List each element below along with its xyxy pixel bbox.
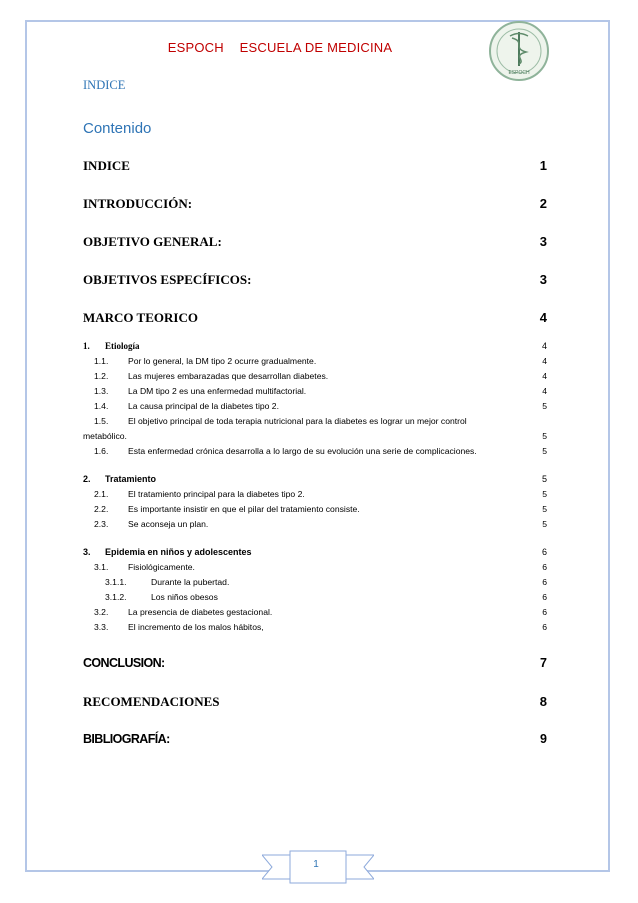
- toc-entry-page: 6: [542, 577, 547, 587]
- toc-subentry-number: 3.1.2.: [105, 592, 127, 602]
- toc-subentry-number: 3.3.: [94, 622, 109, 632]
- toc-entry-title: INTRODUCCIÓN:: [83, 196, 193, 211]
- toc-entry-introduccion[interactable]: [83, 196, 547, 212]
- toc-subentry-3-2[interactable]: [94, 607, 547, 617]
- toc-entry-page: 6: [542, 607, 547, 617]
- toc-entry-recomendaciones[interactable]: [83, 694, 547, 710]
- toc-entry-page: 5: [542, 489, 547, 499]
- toc-subentry-title: Se aconseja un plan.: [128, 519, 209, 529]
- toc-entry-page: 5: [542, 504, 547, 514]
- toc-section-title: Etiología: [105, 341, 140, 351]
- toc-subentry-title: La DM tipo 2 es una enfermedad multifactorial.: [128, 386, 307, 396]
- indice-label: INDICE: [83, 78, 126, 92]
- toc-section-number: 1.: [83, 341, 90, 351]
- toc-subentry-2-1[interactable]: [94, 489, 547, 499]
- toc-subentry-3-1[interactable]: [94, 562, 547, 572]
- toc-entry-page: 4: [539, 310, 547, 325]
- toc-entry-title: OBJETIVO GENERAL:: [83, 234, 222, 249]
- toc-subentry-title: Esta enfermedad crónica desarrolla a lo largo de su evolución una serie de complicaciones.: [128, 446, 477, 456]
- toc-subentry-number: 2.3.: [94, 519, 109, 529]
- toc-entry-page: 5: [542, 401, 547, 411]
- toc-subentry-number: 3.1.1.: [105, 577, 127, 587]
- toc-entry-page: 5: [542, 446, 547, 456]
- toc-entry-page: 3: [539, 272, 547, 287]
- toc-subentry-1-1[interactable]: [94, 356, 547, 366]
- toc-subentry-3-1-1[interactable]: [105, 577, 547, 587]
- toc-subentry-number: 2.2.: [94, 504, 109, 514]
- toc-entry-page: 3: [539, 234, 547, 249]
- toc-entry-title: OBJETIVOS ESPECÍFICOS:: [83, 272, 252, 287]
- toc-subentry-1-3[interactable]: [94, 386, 547, 396]
- toc-subentry-title: Las mujeres embarazadas que desarrollan diabetes.: [128, 371, 329, 381]
- toc-subentry-title: Fisiológicamente.: [128, 562, 195, 572]
- toc-section-number: 3.: [83, 547, 91, 557]
- header-institution: ESPOCH: [167, 40, 224, 55]
- toc-subentry-number: 2.1.: [94, 489, 109, 499]
- toc-subentry-number: 1.5.: [94, 416, 109, 426]
- toc-subentry-number: 1.4.: [94, 401, 109, 411]
- page-header: [0, 40, 560, 55]
- toc-subentry-title: Durante la pubertad.: [151, 577, 230, 587]
- toc-subentry-1-2[interactable]: [94, 371, 547, 381]
- toc-subentry-title: El incremento de los malos hábitos,: [128, 622, 264, 632]
- toc-entry-title: INDICE: [83, 158, 130, 173]
- toc-subentry-1-4[interactable]: [94, 401, 547, 411]
- toc-subentry-number: 3.2.: [94, 607, 109, 617]
- toc-entry-page: 7: [540, 656, 547, 670]
- toc-subentry-3-1-2[interactable]: [105, 592, 547, 602]
- header-school: ESCUELA DE MEDICINA: [239, 40, 393, 55]
- toc-subentry-title: La causa principal de la diabetes tipo 2.: [128, 401, 279, 411]
- toc-entry-page: 5: [541, 474, 547, 484]
- toc-subentry-number: 1.1.: [94, 356, 109, 366]
- toc-subentry-1-5[interactable]: [94, 416, 547, 426]
- toc-entry-title: MARCO TEORICO: [83, 310, 198, 325]
- toc-entry-page: 8: [539, 694, 547, 709]
- toc-subentry-title: El objetivo principal de toda terapia nutricional para la diabetes es lograr un mejor control: [128, 416, 467, 426]
- toc-entry-title: RECOMENDACIONES: [83, 694, 220, 709]
- logo-text: ESPOCH: [508, 70, 530, 76]
- toc-entry-objetivos-especificos[interactable]: [83, 272, 547, 288]
- toc-subentry-title: Los niños obesos: [151, 592, 218, 602]
- toc-entry-indice[interactable]: [83, 158, 547, 174]
- toc-entry-page: 5: [542, 431, 547, 441]
- toc-entry-title: CONCLUSION:: [83, 656, 165, 670]
- toc-entry-marco-teorico[interactable]: [83, 310, 547, 326]
- toc-entry-page: 2: [539, 196, 547, 211]
- toc-entry-page: 4: [542, 371, 547, 381]
- toc-section-title: Tratamiento: [105, 474, 157, 484]
- toc-entry-page: 6: [542, 562, 547, 572]
- toc-entry-page: 6: [541, 547, 547, 557]
- toc-subentry-number: 1.6.: [94, 446, 109, 456]
- page-number: 1: [313, 859, 319, 870]
- toc-section-number: 2.: [83, 474, 91, 484]
- toc-section-epidemia[interactable]: [83, 547, 547, 557]
- toc-subentry-1-5-continued[interactable]: [83, 431, 547, 441]
- toc-entry-page: 4: [541, 341, 547, 351]
- toc-section-tratamiento[interactable]: [83, 474, 547, 484]
- toc-heading: Contenido: [83, 120, 152, 137]
- toc-entry-page: 4: [542, 356, 547, 366]
- toc-subentry-2-2[interactable]: [94, 504, 547, 514]
- toc-subentry-title: Es importante insistir en que el pilar del tratamiento consiste.: [128, 504, 360, 514]
- toc-subentry-1-6[interactable]: [94, 446, 547, 456]
- toc-subentry-title: metabólico.: [83, 431, 127, 441]
- toc-subentry-number: 3.1.: [94, 562, 109, 572]
- toc-section-etiologia[interactable]: [83, 341, 547, 351]
- toc-entry-page: 5: [542, 519, 547, 529]
- toc-subentry-2-3[interactable]: [94, 519, 547, 529]
- toc-subentry-number: 1.3.: [94, 386, 109, 396]
- toc-entry-page: 9: [540, 732, 547, 746]
- toc-entry-bibliografia[interactable]: [83, 732, 547, 746]
- toc-entry-title: BIBLIOGRAFÍA:: [83, 732, 170, 746]
- toc-entry-objetivo-general[interactable]: [83, 234, 547, 250]
- toc-entry-page: 1: [539, 158, 547, 173]
- toc-subentry-title: La presencia de diabetes gestacional.: [128, 607, 273, 617]
- toc-entry-page: 6: [542, 592, 547, 602]
- toc-subentry-number: 1.2.: [94, 371, 109, 381]
- toc-subentry-3-3[interactable]: [94, 622, 547, 632]
- toc-entry-page: 4: [542, 386, 547, 396]
- toc-entry-page: 6: [542, 622, 547, 632]
- toc-subentry-title: Por lo general, la DM tipo 2 ocurre gradualmente.: [128, 356, 317, 366]
- toc-entry-conclusion[interactable]: [83, 656, 547, 670]
- espoch-seal-logo: [488, 20, 550, 82]
- toc-section-title: Epidemia en niños y adolescentes: [105, 547, 252, 557]
- toc-subentry-title: El tratamiento principal para la diabetes tipo 2.: [128, 489, 305, 499]
